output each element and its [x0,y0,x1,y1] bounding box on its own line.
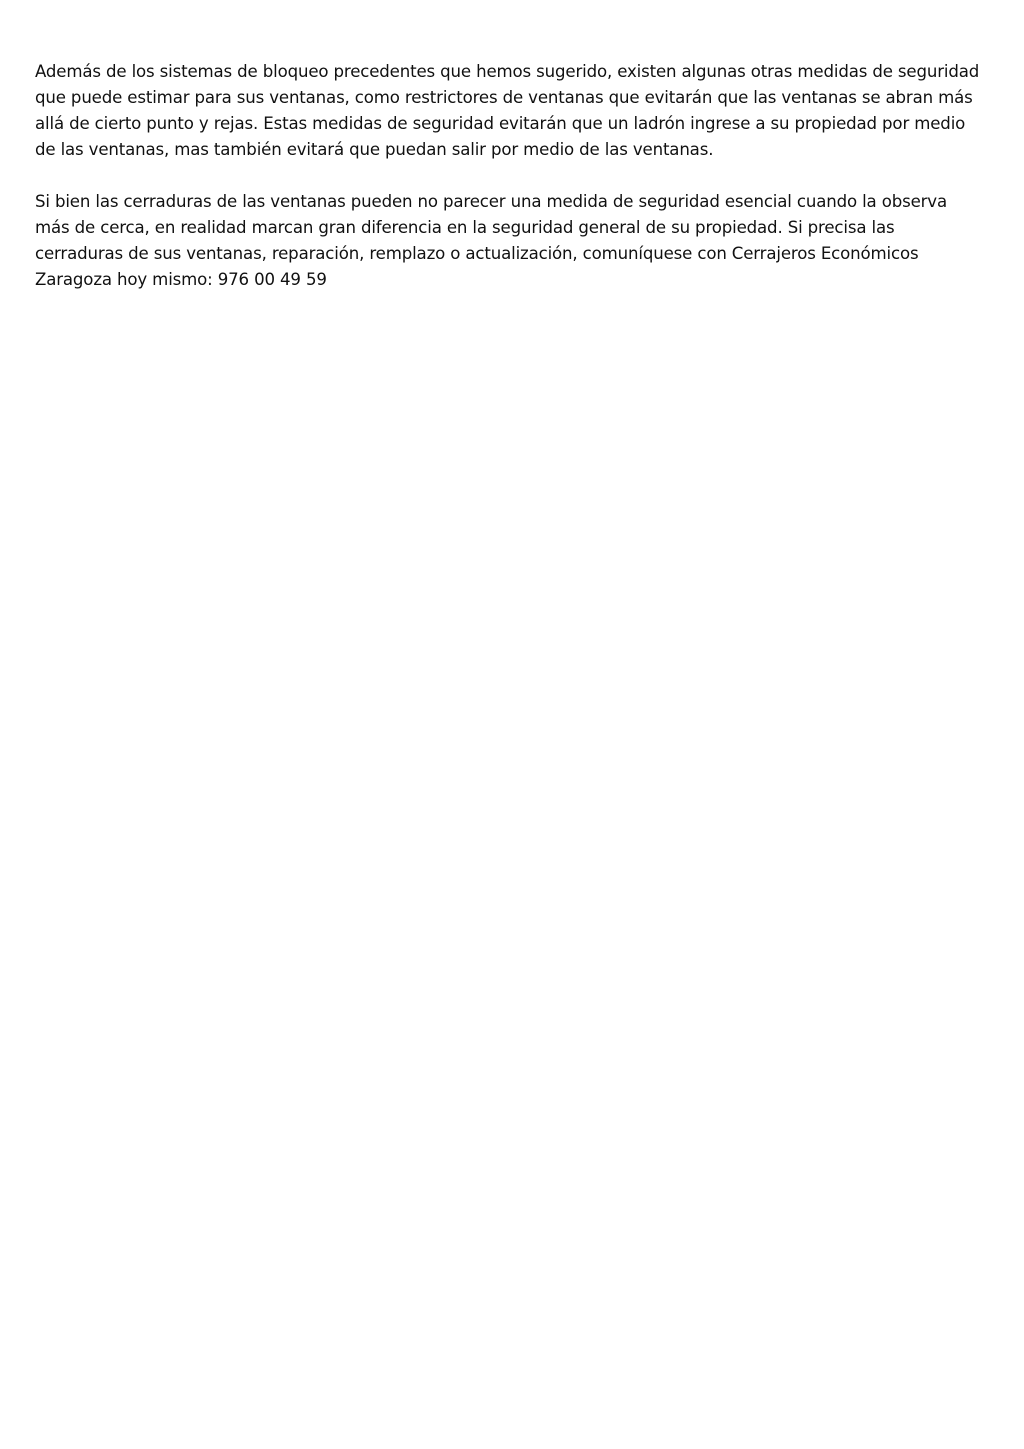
paragraph-contact: Si bien las cerraduras de las ventanas pueden no parecer una medida de seguridad esencial cuando la observa más de cerca, en realidad marcan gran diferencia en la seguridad general de su propiedad. Si precisa las cerraduras de sus ventanas, reparación, remplazo o actualización, comuníquese con Cerrajeros Económicos Zaragoza hoy mismo: 976 00 49 59 [35,192,947,289]
document-body [35,59,985,319]
paragraph-security-measures: Además de los sistemas de bloqueo precedentes que hemos sugerido, existen algunas otras medidas de seguridad que puede estimar para sus ventanas, como restrictores de ventanas que evitarán que las ventanas se abran más allá de cierto punto y rejas. Estas medidas de seguridad evitarán que un ladrón ingrese a su propiedad por medio de las ventanas, mas también evitará que puedan salir por medio de las ventanas. [35,62,980,159]
